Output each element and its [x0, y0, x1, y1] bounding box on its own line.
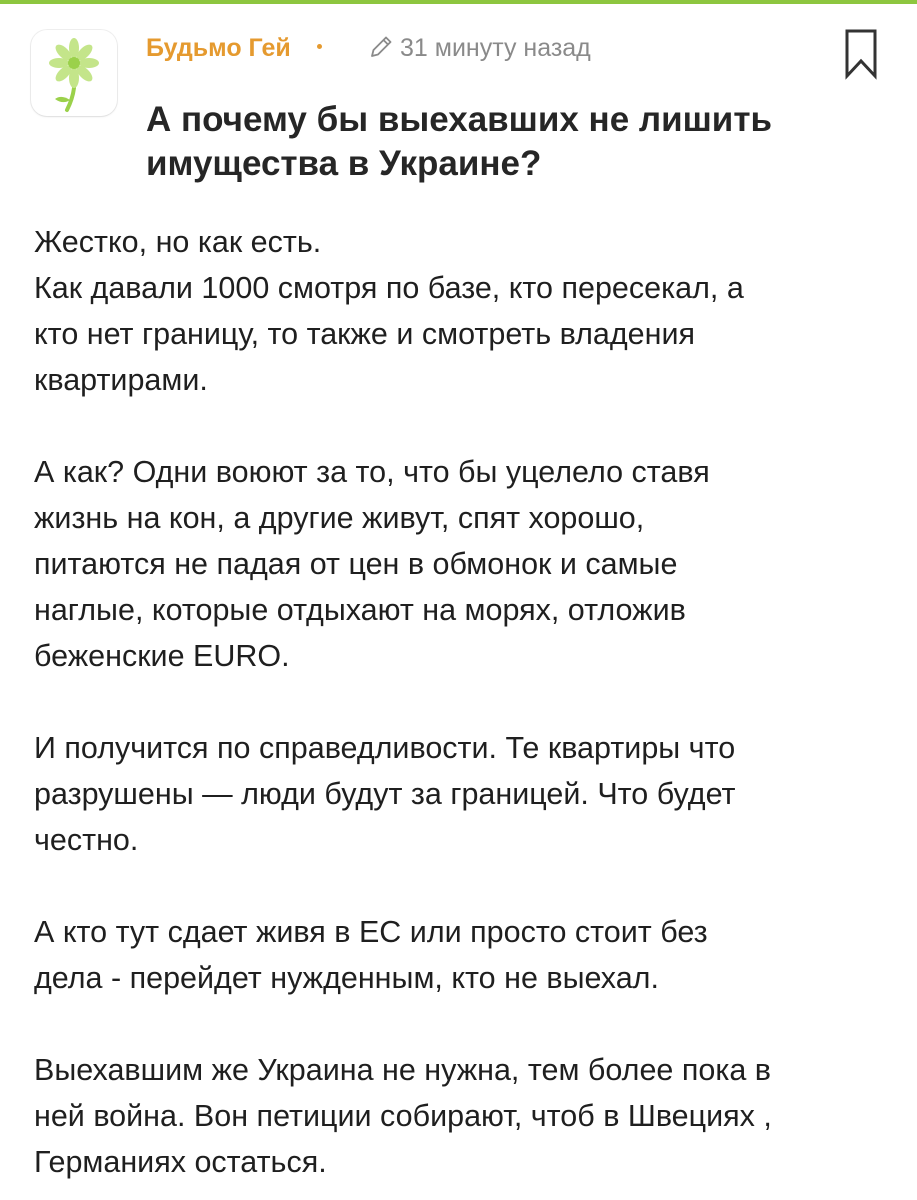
bookmark-icon[interactable]	[841, 28, 881, 80]
daisy-flower-icon	[31, 30, 117, 116]
text-line: квартирами.	[34, 363, 208, 397]
post-time: 31 минуту назад	[400, 34, 591, 62]
title-line: А почему бы выехавших не лишить	[146, 100, 772, 139]
text-line: А кто тут сдает живя в ЕС или просто стоит без	[34, 915, 708, 949]
paragraph	[34, 219, 894, 403]
pencil-icon	[368, 34, 394, 60]
paragraph	[34, 725, 894, 863]
text-line: питаются не падая от цен в обмонок и самые	[34, 547, 678, 581]
text-line: Как давали 1000 смотря по базе, кто пересекал, а	[34, 271, 744, 305]
text-line: ней война. Вон петиции собирают, чтоб в Швециях ,	[34, 1099, 772, 1133]
text-line: разрушены — люди будут за границей. Что будет	[34, 777, 736, 811]
text-line: беженские EURO.	[34, 639, 290, 673]
text-line: жизнь на кон, а другие живут, спят хорошо,	[34, 501, 645, 535]
text-line: наглые, которые отдыхают на морях, отложив	[34, 593, 686, 627]
text-line: Жестко, но как есть.	[34, 225, 322, 259]
title-line: имущества в Украине?	[146, 144, 542, 183]
separator-dot	[317, 44, 322, 49]
text-line: честно.	[34, 823, 139, 857]
post-title[interactable]	[146, 98, 886, 186]
text-line: дела - перейдет нужденным, кто не выехал.	[34, 961, 659, 995]
text-line: А как? Одни воюют за то, что бы уцелело ставя	[34, 455, 710, 489]
text-line: кто нет границу, то также и смотреть владения	[34, 317, 696, 351]
text-line: Выехавшим же Украина не нужна, тем более пока в	[34, 1053, 772, 1087]
text-line: И получится по справедливости. Те квартиры что	[34, 731, 736, 765]
text-line: Германиях остаться.	[34, 1145, 327, 1179]
author-name[interactable]: Будьмо Гей	[146, 34, 291, 62]
top-accent-bar	[0, 0, 917, 4]
post-body	[34, 219, 894, 1185]
paragraph	[34, 1047, 894, 1185]
avatar[interactable]	[31, 30, 117, 116]
paragraph	[34, 909, 894, 1001]
paragraph	[34, 449, 894, 679]
